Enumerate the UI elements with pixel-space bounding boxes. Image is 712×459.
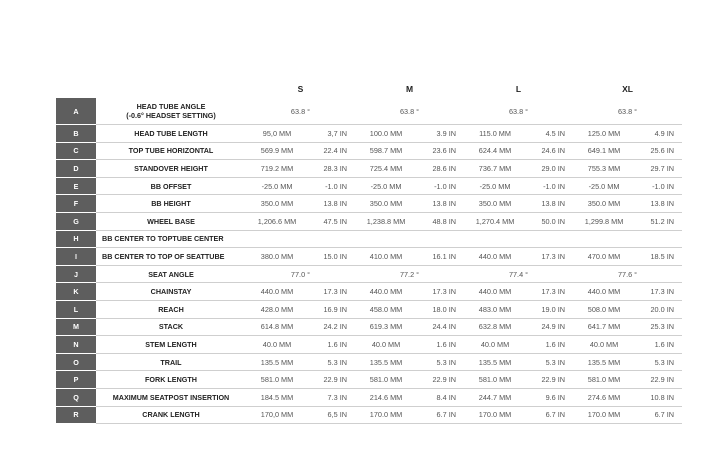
mm-value-cell: 458.0 MM <box>355 300 417 318</box>
mm-value-cell: 1,238.8 MM <box>355 212 417 230</box>
mm-value-cell: 1,206.6 MM <box>246 212 308 230</box>
in-value-cell: 15.0 IN <box>308 248 355 266</box>
mm-value-cell: 614.8 MM <box>246 318 308 336</box>
mm-value-cell: 214.6 MM <box>355 388 417 406</box>
mm-value-cell: 95,0 MM <box>246 125 308 143</box>
row-code: Q <box>56 388 96 406</box>
table-row <box>56 371 682 389</box>
in-value-cell: -1.0 IN <box>526 177 573 195</box>
in-value-cell: 5.3 IN <box>635 353 682 371</box>
row-code: F <box>56 195 96 213</box>
in-value-cell: 22.9 IN <box>417 371 464 389</box>
in-value-cell: -1.0 IN <box>635 177 682 195</box>
mm-value-cell: 40.0 MM <box>246 336 308 354</box>
in-value-cell: 8.4 IN <box>417 388 464 406</box>
mm-value-cell <box>573 230 635 248</box>
in-value-cell: 1.6 IN <box>635 336 682 354</box>
in-value-cell: 3.9 IN <box>417 125 464 143</box>
row-code: B <box>56 125 96 143</box>
table-row <box>56 195 682 213</box>
mm-value-cell: 115.0 MM <box>464 125 526 143</box>
in-value-cell: 18.0 IN <box>417 300 464 318</box>
mm-value-cell: 649.1 MM <box>573 142 635 160</box>
mm-value-cell: 135.5 MM <box>355 353 417 371</box>
row-label-text: HEAD TUBE ANGLE <box>136 102 206 111</box>
in-value-cell: 13.8 IN <box>635 195 682 213</box>
mm-value-cell: -25.0 MM <box>246 177 308 195</box>
mm-value-cell: 40.0 MM <box>573 336 635 354</box>
row-label-text: HEAD TUBE LENGTH <box>134 128 208 138</box>
row-label-text: STANDOVER HEIGHT <box>134 163 208 173</box>
mm-value-cell: 624.4 MM <box>464 142 526 160</box>
mm-value-cell: 170.0 MM <box>464 406 526 424</box>
span-value-cell: 63.8 ° <box>355 98 464 125</box>
in-value-cell: 6,5 IN <box>308 406 355 424</box>
table-row <box>56 318 682 336</box>
row-code: R <box>56 406 96 424</box>
mm-value-cell: 483.0 MM <box>464 300 526 318</box>
in-value-cell: 9.6 IN <box>526 388 573 406</box>
mm-value-cell: 581.0 MM <box>355 371 417 389</box>
in-value-cell: 22.9 IN <box>635 371 682 389</box>
in-value-cell: 3,7 IN <box>308 125 355 143</box>
mm-value-cell: 641.7 MM <box>573 318 635 336</box>
in-value-cell: 17.3 IN <box>526 248 573 266</box>
in-value-cell: 22.4 IN <box>308 142 355 160</box>
in-value-cell: 18.5 IN <box>635 248 682 266</box>
in-value-cell: 17.3 IN <box>635 283 682 301</box>
in-value-cell: 23.6 IN <box>417 142 464 160</box>
mm-value-cell: 380.0 MM <box>246 248 308 266</box>
in-value-cell: 24.2 IN <box>308 318 355 336</box>
mm-value-cell: 581.0 MM <box>573 371 635 389</box>
row-label <box>96 265 246 283</box>
mm-value-cell: 581.0 MM <box>464 371 526 389</box>
row-label-text: FORK LENGTH <box>145 375 197 385</box>
geometry-table-wrapper <box>56 80 682 424</box>
row-code: G <box>56 212 96 230</box>
in-value-cell: 16.9 IN <box>308 300 355 318</box>
row-label <box>96 300 246 318</box>
size-header-xl: XL <box>622 84 633 94</box>
in-value-cell: 1.6 IN <box>526 336 573 354</box>
row-label <box>96 230 246 248</box>
mm-value-cell: 736.7 MM <box>464 160 526 178</box>
size-header-row <box>56 80 682 98</box>
row-label-text: STEM LENGTH <box>145 339 197 349</box>
row-code: H <box>56 230 96 248</box>
span-value-cell: 77.2 ° <box>355 265 464 283</box>
row-code: M <box>56 318 96 336</box>
in-value-cell: 24.9 IN <box>526 318 573 336</box>
mm-value-cell: 755.3 MM <box>573 160 635 178</box>
row-code: J <box>56 265 96 283</box>
mm-value-cell: -25.0 MM <box>355 177 417 195</box>
table-row <box>56 283 682 301</box>
in-value-cell: 13.8 IN <box>308 195 355 213</box>
mm-value-cell: 170,0 MM <box>246 406 308 424</box>
table-row <box>56 248 682 266</box>
row-label-text: CHAINSTAY <box>150 287 192 297</box>
table-row <box>56 212 682 230</box>
mm-value-cell: 40.0 MM <box>464 336 526 354</box>
in-value-cell <box>526 230 573 248</box>
in-value-cell: -1.0 IN <box>308 177 355 195</box>
span-value-cell: 77.6 ° <box>573 265 682 283</box>
table-row <box>56 160 682 178</box>
row-label <box>96 98 246 125</box>
span-value-cell: 77.4 ° <box>464 265 573 283</box>
mm-value-cell: 350.0 MM <box>464 195 526 213</box>
in-value-cell: 1.6 IN <box>417 336 464 354</box>
row-label <box>96 195 246 213</box>
in-value-cell: 24.4 IN <box>417 318 464 336</box>
span-value-cell: 63.8 ° <box>464 98 573 125</box>
mm-value-cell: 632.8 MM <box>464 318 526 336</box>
mm-value-cell: 440.0 MM <box>464 283 526 301</box>
row-label-text: BB CENTER TO TOP OF SEATTUBE <box>102 251 225 261</box>
mm-value-cell: 135.5 MM <box>246 353 308 371</box>
mm-value-cell: 598.7 MM <box>355 142 417 160</box>
row-label-text: BB CENTER TO TOPTUBE CENTER <box>102 234 224 244</box>
in-value-cell: 10.8 IN <box>635 388 682 406</box>
row-label <box>96 212 246 230</box>
row-label <box>96 248 246 266</box>
in-value-cell: 16.1 IN <box>417 248 464 266</box>
mm-value-cell: 410.0 MM <box>355 248 417 266</box>
table-row <box>56 353 682 371</box>
row-label-text: TRAIL <box>160 357 182 367</box>
row-label-text: CRANK LENGTH <box>142 410 200 420</box>
in-value-cell: 19.0 IN <box>526 300 573 318</box>
in-value-cell: 47.5 IN <box>308 212 355 230</box>
row-label <box>96 177 246 195</box>
mm-value-cell: 1,299.8 MM <box>573 212 635 230</box>
mm-value-cell <box>246 230 308 248</box>
row-label <box>96 318 246 336</box>
row-code: I <box>56 248 96 266</box>
mm-value-cell: 135.5 MM <box>573 353 635 371</box>
in-value-cell: -1.0 IN <box>417 177 464 195</box>
mm-value-cell: 428.0 MM <box>246 300 308 318</box>
mm-value-cell: 440.0 MM <box>464 248 526 266</box>
mm-value-cell: -25.0 MM <box>464 177 526 195</box>
in-value-cell: 25.3 IN <box>635 318 682 336</box>
table-row <box>56 98 682 125</box>
in-value-cell: 17.3 IN <box>526 283 573 301</box>
size-header-m: M <box>405 84 414 94</box>
header-blank <box>56 80 96 98</box>
mm-value-cell: 184.5 MM <box>246 388 308 406</box>
in-value-cell <box>417 230 464 248</box>
mm-value-cell: 508.0 MM <box>573 300 635 318</box>
table-row <box>56 265 682 283</box>
in-value-cell: 22.9 IN <box>526 371 573 389</box>
in-value-cell: 50.0 IN <box>526 212 573 230</box>
table-row <box>56 177 682 195</box>
row-label <box>96 142 246 160</box>
header-blank <box>96 80 246 98</box>
in-value-cell: 51.2 IN <box>635 212 682 230</box>
mm-value-cell: 619.3 MM <box>355 318 417 336</box>
in-value-cell <box>635 230 682 248</box>
row-label <box>96 283 246 301</box>
size-header-s: S <box>297 84 304 94</box>
row-code: P <box>56 371 96 389</box>
row-label-subtext: (-0.6° HEADSET SETTING) <box>126 111 216 120</box>
mm-value-cell: 350.0 MM <box>246 195 308 213</box>
in-value-cell: 22.9 IN <box>308 371 355 389</box>
in-value-cell: 5.3 IN <box>308 353 355 371</box>
table-row <box>56 388 682 406</box>
in-value-cell: 17.3 IN <box>308 283 355 301</box>
mm-value-cell: 581.0 MM <box>246 371 308 389</box>
in-value-cell: 28.6 IN <box>417 160 464 178</box>
row-label-text: MAXIMUM SEATPOST INSERTION <box>112 392 230 402</box>
table-row <box>56 142 682 160</box>
in-value-cell: 13.8 IN <box>526 195 573 213</box>
mm-value-cell: 244.7 MM <box>464 388 526 406</box>
row-label-text: TOP TUBE HORIZONTAL <box>128 146 214 156</box>
row-code: A <box>56 98 96 125</box>
row-label-text: SEAT ANGLE <box>148 269 194 279</box>
in-value-cell: 6.7 IN <box>417 406 464 424</box>
row-code: D <box>56 160 96 178</box>
in-value-cell: 1.6 IN <box>308 336 355 354</box>
row-code: N <box>56 336 96 354</box>
mm-value-cell: 725.4 MM <box>355 160 417 178</box>
span-value-cell: 77.0 ° <box>246 265 355 283</box>
mm-value-cell: 569.9 MM <box>246 142 308 160</box>
table-row <box>56 406 682 424</box>
mm-value-cell: 170.0 MM <box>573 406 635 424</box>
in-value-cell: 7.3 IN <box>308 388 355 406</box>
table-row <box>56 300 682 318</box>
mm-value-cell: 440.0 MM <box>355 283 417 301</box>
mm-value-cell: -25.0 MM <box>573 177 635 195</box>
geometry-table <box>56 80 682 424</box>
mm-value-cell: 350.0 MM <box>573 195 635 213</box>
mm-value-cell: 125.0 MM <box>573 125 635 143</box>
in-value-cell: 25.6 IN <box>635 142 682 160</box>
row-label-text: STACK <box>158 322 184 332</box>
geometry-table-body <box>56 98 682 424</box>
mm-value-cell <box>355 230 417 248</box>
row-label <box>96 125 246 143</box>
span-value-cell: 63.8 ° <box>573 98 682 125</box>
row-label <box>96 406 246 424</box>
table-row <box>56 230 682 248</box>
row-code: O <box>56 353 96 371</box>
row-label <box>96 353 246 371</box>
in-value-cell: 5.3 IN <box>526 353 573 371</box>
table-row <box>56 336 682 354</box>
mm-value-cell: 135.5 MM <box>464 353 526 371</box>
row-label <box>96 388 246 406</box>
row-code: K <box>56 283 96 301</box>
mm-value-cell: 100.0 MM <box>355 125 417 143</box>
in-value-cell: 48.8 IN <box>417 212 464 230</box>
span-value-cell: 63.8 ° <box>246 98 355 125</box>
mm-value-cell: 170.0 MM <box>355 406 417 424</box>
in-value-cell: 4.5 IN <box>526 125 573 143</box>
mm-value-cell: 40.0 MM <box>355 336 417 354</box>
in-value-cell: 6.7 IN <box>635 406 682 424</box>
in-value-cell: 5.3 IN <box>417 353 464 371</box>
row-label <box>96 371 246 389</box>
in-value-cell <box>308 230 355 248</box>
in-value-cell: 4.9 IN <box>635 125 682 143</box>
row-label-text: REACH <box>158 304 184 314</box>
in-value-cell: 6.7 IN <box>526 406 573 424</box>
in-value-cell: 29.0 IN <box>526 160 573 178</box>
row-label <box>96 336 246 354</box>
in-value-cell: 13.8 IN <box>417 195 464 213</box>
row-code: C <box>56 142 96 160</box>
mm-value-cell: 350.0 MM <box>355 195 417 213</box>
row-label-text: BB OFFSET <box>150 181 192 191</box>
mm-value-cell: 274.6 MM <box>573 388 635 406</box>
table-row <box>56 125 682 143</box>
row-code: L <box>56 300 96 318</box>
mm-value-cell: 719.2 MM <box>246 160 308 178</box>
in-value-cell: 24.6 IN <box>526 142 573 160</box>
mm-value-cell: 470.0 MM <box>573 248 635 266</box>
row-code: E <box>56 177 96 195</box>
mm-value-cell: 1,270.4 MM <box>464 212 526 230</box>
row-label-text: BB HEIGHT <box>151 199 191 209</box>
in-value-cell: 28.3 IN <box>308 160 355 178</box>
in-value-cell: 29.7 IN <box>635 160 682 178</box>
row-label <box>96 160 246 178</box>
size-header-l: L <box>515 84 522 94</box>
mm-value-cell: 440.0 MM <box>573 283 635 301</box>
in-value-cell: 17.3 IN <box>417 283 464 301</box>
in-value-cell: 20.0 IN <box>635 300 682 318</box>
mm-value-cell: 440.0 MM <box>246 283 308 301</box>
mm-value-cell <box>464 230 526 248</box>
row-label-text: WHEEL BASE <box>147 216 195 226</box>
